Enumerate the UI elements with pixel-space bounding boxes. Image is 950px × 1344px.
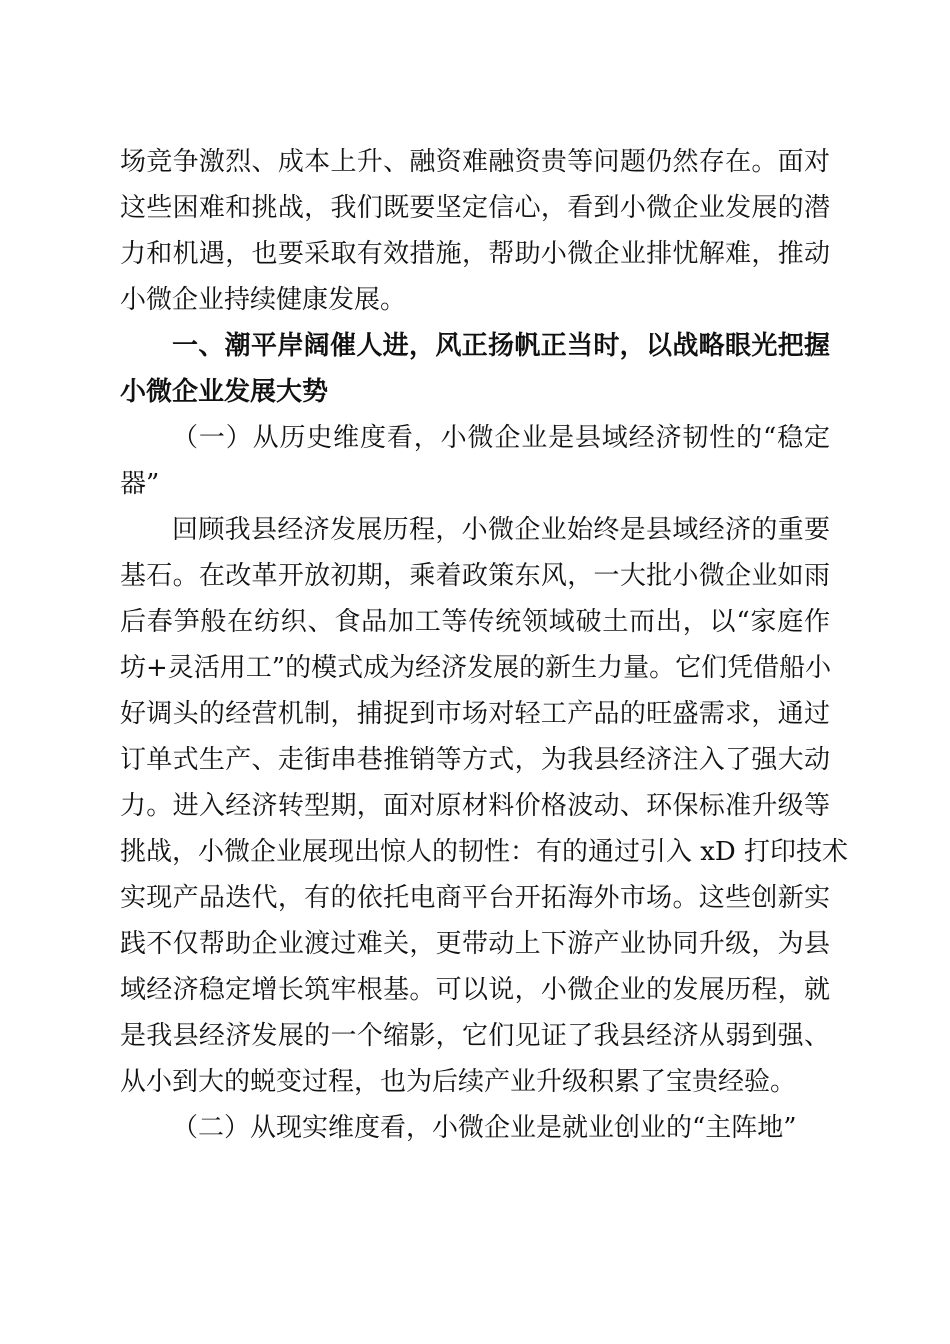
paragraph-line: 场竞争激烈、成本上升、融资难融资贵等问题仍然存在。面对 [120,147,830,177]
paragraph-line: 坊+灵活用工”的模式成为经济发展的新生力量。它们凭借船小 [120,653,832,683]
section-heading-line: 一、潮平岸阔催人进，风正扬帆正当时，以战略眼光把握 [172,331,830,361]
subsection-heading-line: （一）从历史维度看，小微企业是县域经济韧性的“稳定 [172,423,830,453]
paragraph-line: 基石。在改革开放初期，乘着政策东风，一大批小微企业如雨 [120,561,830,591]
paragraph-line: 回顾我县经济发展历程，小微企业始终是县域经济的重要 [172,515,830,545]
paragraph-line: 好调头的经营机制，捕捉到市场对轻工产品的旺盛需求，通过 [120,699,830,729]
section-heading-line: 小微企业发展大势 [120,377,329,407]
paragraph-line: 力。进入经济转型期，面对原材料价格波动、环保标准升级等 [120,791,830,821]
paragraph-line: 挑战，小微企业展现出惊人的韧性：有的通过引入 xD 打印技术 [120,837,849,867]
paragraph-line: 小微企业持续健康发展。 [120,285,407,315]
paragraph-line: 是我县经济发展的一个缩影，它们见证了我县经济从弱到强、 [120,1021,830,1051]
subsection-heading-line: （二）从现实维度看，小微企业是就业创业的“主阵地” [172,1113,797,1143]
paragraph-line: 力和机遇，也要采取有效措施，帮助小微企业排忧解难，推动 [120,239,830,269]
paragraph-line: 践不仅帮助企业渡过难关，更带动上下游产业协同升级，为县 [120,929,830,959]
subsection-heading-line: 器” [120,469,160,499]
paragraph-line: 这些困难和挑战，我们既要坚定信心，看到小微企业发展的潜 [120,193,830,223]
paragraph-line: 从小到大的蜕变过程，也为后续产业升级积累了宝贵经验。 [120,1067,797,1097]
paragraph-line: 后春笋般在纺织、食品加工等传统领域破土而出，以“家庭作 [120,607,830,637]
paragraph-line: 订单式生产、走街串巷推销等方式，为我县经济注入了强大动 [120,745,830,775]
paragraph-line: 域经济稳定增长筑牢根基。可以说，小微企业的发展历程，就 [120,975,830,1005]
paragraph-line: 实现产品迭代，有的依托电商平台开拓海外市场。这些创新实 [120,883,830,913]
